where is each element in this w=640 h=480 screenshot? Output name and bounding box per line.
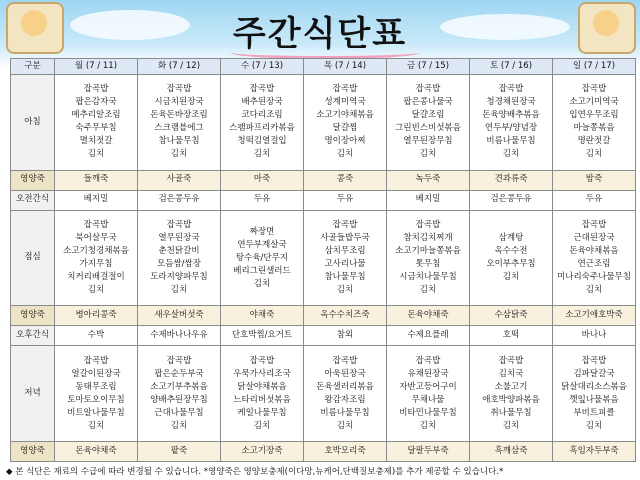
menu-item: 시금치된장국: [154, 97, 204, 108]
menu-item: 비름나물무침: [320, 407, 370, 418]
menu-item: 아욱된장국: [324, 368, 366, 379]
menu-item: 잡곡밥: [166, 84, 192, 95]
column-header: 월 (7 / 11): [55, 59, 138, 75]
menu-item: 잡곡밥: [415, 355, 441, 366]
menu-item: 동태무조림: [75, 381, 117, 392]
menu-item: 숙주무부침: [75, 123, 117, 134]
menu-item: 잡곡밥: [498, 355, 524, 366]
table-row: [11, 75, 636, 171]
menu-cell: [387, 442, 470, 462]
menu-item: 청경채된장국: [486, 97, 536, 108]
menu-item: 우묵가사리조국: [233, 368, 291, 379]
menu-item: 스크램블에그: [154, 123, 204, 134]
row-label: 영양죽: [11, 442, 55, 462]
page-title-text: 주간식단표: [232, 14, 408, 54]
menu-cell: [138, 442, 221, 462]
menu-item: 취나물무침: [490, 407, 532, 418]
menu-cell: [221, 306, 304, 326]
menu-item: 김치: [336, 285, 354, 296]
footer-note: ◆ 본 식단은 재료의 수급에 따라 변경될 수 있습니다. *영양죽은 영양보충제(이다망,뉴케어,단백질보충제)를 추가 제공할 수 있습니다.*: [6, 467, 504, 477]
menu-item: 잡곡밥: [166, 220, 192, 231]
menu-cell: [387, 190, 470, 210]
menu-item: 열무된장국: [158, 233, 200, 244]
menu-item: 깻잎나물볶음: [569, 394, 619, 405]
menu-item: 달걀조림: [411, 110, 445, 121]
menu-item: 명란젓갈: [577, 136, 611, 147]
menu-item: 비타민나물무침: [399, 407, 457, 418]
menu-item: 마죽: [253, 174, 271, 185]
menu-item: 돈육돈바장조림: [150, 110, 208, 121]
menu-item: 김치국: [498, 368, 524, 379]
menu-item: 흑깨삼죽: [494, 445, 528, 456]
menu-item: 돈육야채죽: [407, 310, 449, 321]
menu-item: 수제요플레: [407, 329, 449, 340]
menu-item: 팝은순두부국: [154, 368, 204, 379]
menu-item: 녹두죽: [415, 174, 441, 185]
menu-item: 치커리배걸절이: [67, 272, 125, 283]
menu-cell: [553, 75, 636, 171]
menu-item: 근대된장국: [573, 233, 615, 244]
menu-item: 소고기부추볶음: [150, 381, 208, 392]
menu-item: 달팔두부죽: [407, 445, 449, 456]
menu-item: 검은콩두유: [490, 194, 532, 205]
menu-item: 잡곡밥: [332, 355, 358, 366]
menu-item: 명이장아찌: [324, 136, 366, 147]
menu-item: 두유: [336, 194, 354, 205]
menu-item: 김파달갈국: [573, 368, 615, 379]
menu-item: 무채나물: [411, 394, 445, 405]
menu-item: 돈육야채볶음: [569, 246, 619, 257]
menu-item: 잡곡밥: [83, 355, 109, 366]
menu-item: 가지무침: [79, 259, 113, 270]
menu-item: 연근조림: [577, 259, 611, 270]
menu-item: 연두부계살국: [237, 239, 287, 250]
column-header: 수 (7 / 13): [221, 59, 304, 75]
menu-item: 소고기야채볶음: [316, 110, 374, 121]
menu-item: 소고기장죽: [241, 445, 283, 456]
menu-cell: [470, 346, 553, 442]
menu-item: 얼갈이된장국: [71, 368, 121, 379]
row-label: 영양죽: [11, 306, 55, 326]
menu-item: 입연우무조림: [569, 110, 619, 121]
row-label: 아침: [11, 75, 55, 171]
menu-item: 김치: [253, 420, 271, 431]
menu-item: 고사리나물: [324, 259, 366, 270]
menu-item: 연두부/양념장: [484, 123, 538, 134]
menu-item: 참치김치찌개: [403, 233, 453, 244]
menu-item: 견과류죽: [494, 174, 528, 185]
menu-item: 김치: [170, 285, 188, 296]
menu-item: 참나물무침: [158, 136, 200, 147]
menu-cell: [387, 306, 470, 326]
menu-item: 시금치나물무침: [399, 272, 457, 283]
menu-item: 톳무침: [415, 259, 441, 270]
menu-cell: [55, 326, 138, 346]
menu-item: 팝은콩나물국: [403, 97, 453, 108]
menu-item: 잡곡밥: [581, 355, 607, 366]
menu-cell: [138, 326, 221, 346]
menu-item: 김치: [253, 278, 271, 289]
menu-item: 소고기미역국: [569, 97, 619, 108]
menu-item: 배추된장국: [241, 97, 283, 108]
menu-item: 옥수수치즈죽: [320, 310, 370, 321]
menu-cell: [304, 306, 387, 326]
menu-cell: [470, 210, 553, 306]
table-row: [11, 346, 636, 442]
menu-cell: [387, 326, 470, 346]
menu-item: 김치: [585, 285, 603, 296]
menu-cell: [304, 346, 387, 442]
menu-item: 잡곡밥: [249, 355, 275, 366]
menu-cell: [55, 306, 138, 326]
menu-item: 근대나물무침: [154, 407, 204, 418]
row-label: 저녁: [11, 346, 55, 442]
table-row: [11, 442, 636, 462]
menu-cell: [138, 306, 221, 326]
menu-item: 부비트피클: [573, 407, 615, 418]
menu-cell: [55, 170, 138, 190]
menu-item: 케일나물무침: [237, 407, 287, 418]
menu-item: 북어살무국: [75, 233, 117, 244]
menu-cell: [553, 210, 636, 306]
menu-cell: [138, 170, 221, 190]
menu-cell: [304, 442, 387, 462]
menu-cell: [138, 75, 221, 171]
menu-item: 수박: [87, 329, 105, 340]
menu-item: 사골들밥두국: [320, 233, 370, 244]
menu-cell: [55, 75, 138, 171]
menu-cell: [304, 190, 387, 210]
menu-item: 검은콩두유: [158, 194, 200, 205]
menu-item: 도라지양파무침: [150, 272, 208, 283]
menu-item: 김치: [585, 420, 603, 431]
menu-item: 잡곡밥: [581, 84, 607, 95]
menu-item: 잡곡밥: [332, 84, 358, 95]
menu-item: 토마토오이무침: [67, 394, 125, 405]
menu-item: 열무된장무침: [403, 136, 453, 147]
menu-cell: [387, 170, 470, 190]
menu-cell: [553, 346, 636, 442]
menu-cell: [470, 306, 553, 326]
menu-item: 수삼닭죽: [494, 310, 528, 321]
menu-item: 스팸파프리카볶음: [229, 123, 295, 134]
menu-cell: [470, 326, 553, 346]
menu-item: 야채죽: [249, 310, 275, 321]
menu-item: 유채된장국: [407, 368, 449, 379]
row-label: 영양죽: [11, 170, 55, 190]
menu-item: 밤죽: [585, 174, 603, 185]
menu-item: 김치: [585, 149, 603, 160]
menu-cell: [470, 442, 553, 462]
menu-item: 코다리조림: [241, 110, 283, 121]
menu-item: 짜장면: [249, 226, 275, 237]
menu-item: 삼치무조림: [324, 246, 366, 257]
menu-item: 김치: [87, 420, 105, 431]
menu-item: 참나물무침: [324, 272, 366, 283]
menu-item: 돈육야채죽: [75, 445, 117, 456]
menu-item: 소고기청경채볶음: [63, 246, 129, 257]
menu-cell: [138, 346, 221, 442]
menu-item: 두유: [253, 194, 271, 205]
menu-item: 양배추된장무침: [150, 394, 208, 405]
menu-item: 베지밀: [415, 194, 441, 205]
menu-item: 삼계탕: [498, 233, 524, 244]
menu-item: 김치: [502, 420, 520, 431]
table-header-row: [11, 59, 636, 75]
menu-item: 사골죽: [166, 174, 192, 185]
menu-item: 김치: [170, 420, 188, 431]
menu-item: 탕수육/단무지: [235, 252, 289, 263]
menu-cell: [553, 170, 636, 190]
menu-item: 잡곡밥: [166, 355, 192, 366]
menu-item: 소고기마늘쫑볶음: [395, 246, 461, 257]
menu-item: 김치: [336, 149, 354, 160]
menu-item: 비름나물무침: [486, 136, 536, 147]
menu-item: 베지밀: [83, 194, 109, 205]
menu-cell: [221, 442, 304, 462]
menu-item: 모듬쌈/쌈장: [157, 259, 201, 270]
menu-item: 베리그린샐러드: [233, 265, 291, 276]
menu-cell: [221, 326, 304, 346]
menu-cell: [221, 210, 304, 306]
menu-item: 흑임자두부죽: [569, 445, 619, 456]
menu-item: 소불고기: [494, 381, 528, 392]
menu-item: 왕감자조림: [324, 394, 366, 405]
menu-item: 잡곡밥: [83, 84, 109, 95]
menu-item: 마늘쫑볶음: [573, 123, 615, 134]
menu-cell: [304, 75, 387, 171]
page-title: [0, 6, 640, 55]
menu-cell: [55, 346, 138, 442]
menu-item: 참외: [336, 329, 354, 340]
menu-cell: [221, 170, 304, 190]
menu-item: 잡곡밥: [415, 220, 441, 231]
menu-cell: [387, 346, 470, 442]
menu-item: 호박모리죽: [324, 445, 366, 456]
menu-item: 팥죽: [170, 445, 188, 456]
menu-item: 애호박양파볶음: [482, 394, 540, 405]
menu-cell: [553, 442, 636, 462]
menu-item: 단호박찜/요거트: [231, 329, 293, 340]
menu-item: 새우살버섯죽: [154, 310, 204, 321]
menu-item: 춘천닭갈비: [158, 246, 200, 257]
menu-item: 콩죽: [336, 174, 354, 185]
menu-cell: [55, 210, 138, 306]
menu-cell: [221, 190, 304, 210]
menu-item: 미나리숙주나물무침: [557, 272, 631, 283]
menu-cell: [138, 210, 221, 306]
menu-item: 바나나: [581, 329, 607, 340]
menu-item: 잡곡밥: [249, 84, 275, 95]
menu-cell: [553, 326, 636, 346]
menu-item: 두유: [585, 194, 603, 205]
menu-item: 잡곡밥: [332, 220, 358, 231]
menu-item: 수제바나나우유: [150, 329, 208, 340]
menu-cell: [387, 210, 470, 306]
table-row: [11, 170, 636, 190]
table-row: [11, 190, 636, 210]
menu-cell: [221, 346, 304, 442]
weekly-menu-table: [10, 58, 636, 462]
menu-item: 돈육샐러리볶음: [316, 381, 374, 392]
menu-cell: [221, 75, 304, 171]
column-header: 일 (7 / 17): [553, 59, 636, 75]
row-label: 오후간식: [11, 326, 55, 346]
menu-item: 들깨죽: [83, 174, 109, 185]
menu-item: 닭살야채볶음: [237, 381, 287, 392]
menu-cell: [470, 190, 553, 210]
menu-item: 잡곡밥: [83, 220, 109, 231]
menu-item: 김치: [253, 149, 271, 160]
column-header: 화 (7 / 12): [138, 59, 221, 75]
menu-item: 호떡: [502, 329, 520, 340]
menu-item: 김치: [87, 285, 105, 296]
menu-item: 잡곡밥: [498, 84, 524, 95]
table-row: [11, 326, 636, 346]
menu-item: 멸치젓갈: [79, 136, 113, 147]
column-header: 목 (7 / 14): [304, 59, 387, 75]
menu-item: 잡곡밥: [581, 220, 607, 231]
menu-item: 김치: [87, 149, 105, 160]
menu-cell: [470, 170, 553, 190]
table-row: [11, 210, 636, 306]
menu-cell: [55, 442, 138, 462]
menu-item: 김치: [419, 285, 437, 296]
menu-cell: [304, 170, 387, 190]
menu-cell: [470, 75, 553, 171]
menu-cell: [304, 210, 387, 306]
menu-item: 소고기애호박죽: [565, 310, 623, 321]
menu-item: 메추리알조림: [71, 110, 121, 121]
menu-item: 병아리콩죽: [75, 310, 117, 321]
menu-cell: [553, 190, 636, 210]
row-label: 오전간식: [11, 190, 55, 210]
menu-item: 닭살대리소스볶음: [561, 381, 627, 392]
menu-item: 느타리버섯볶음: [233, 394, 291, 405]
menu-item: 김치: [336, 420, 354, 431]
column-header: 구분: [11, 59, 55, 75]
menu-cell: [304, 326, 387, 346]
menu-item: 성계미역국: [324, 97, 366, 108]
menu-item: 그린빈스비섯볶음: [395, 123, 461, 134]
menu-item: 김치: [419, 420, 437, 431]
menu-item: 자반고등어구이: [399, 381, 457, 392]
row-label: 점심: [11, 210, 55, 306]
menu-cell: [138, 190, 221, 210]
menu-cell: [55, 190, 138, 210]
menu-item: 옥수수전: [494, 246, 528, 257]
menu-item: 김치: [502, 149, 520, 160]
menu-item: 김치: [502, 272, 520, 283]
column-header: 금 (7 / 15): [387, 59, 470, 75]
menu-item: 오이부추무침: [486, 259, 536, 270]
menu-item: 김치: [419, 149, 437, 160]
menu-cell: [387, 75, 470, 171]
menu-item: 돈육양배추볶음: [482, 110, 540, 121]
menu-item: 비트알나물무침: [67, 407, 125, 418]
menu-item: 달걀찜: [332, 123, 358, 134]
menu-item: 잡곡밥: [415, 84, 441, 95]
column-header: 토 (7 / 16): [470, 59, 553, 75]
menu-item: 김치: [170, 149, 188, 160]
menu-item: 팝은감자국: [75, 97, 117, 108]
menu-cell: [553, 306, 636, 326]
table-row: [11, 306, 636, 326]
menu-item: 청떡김열걸입: [237, 136, 287, 147]
